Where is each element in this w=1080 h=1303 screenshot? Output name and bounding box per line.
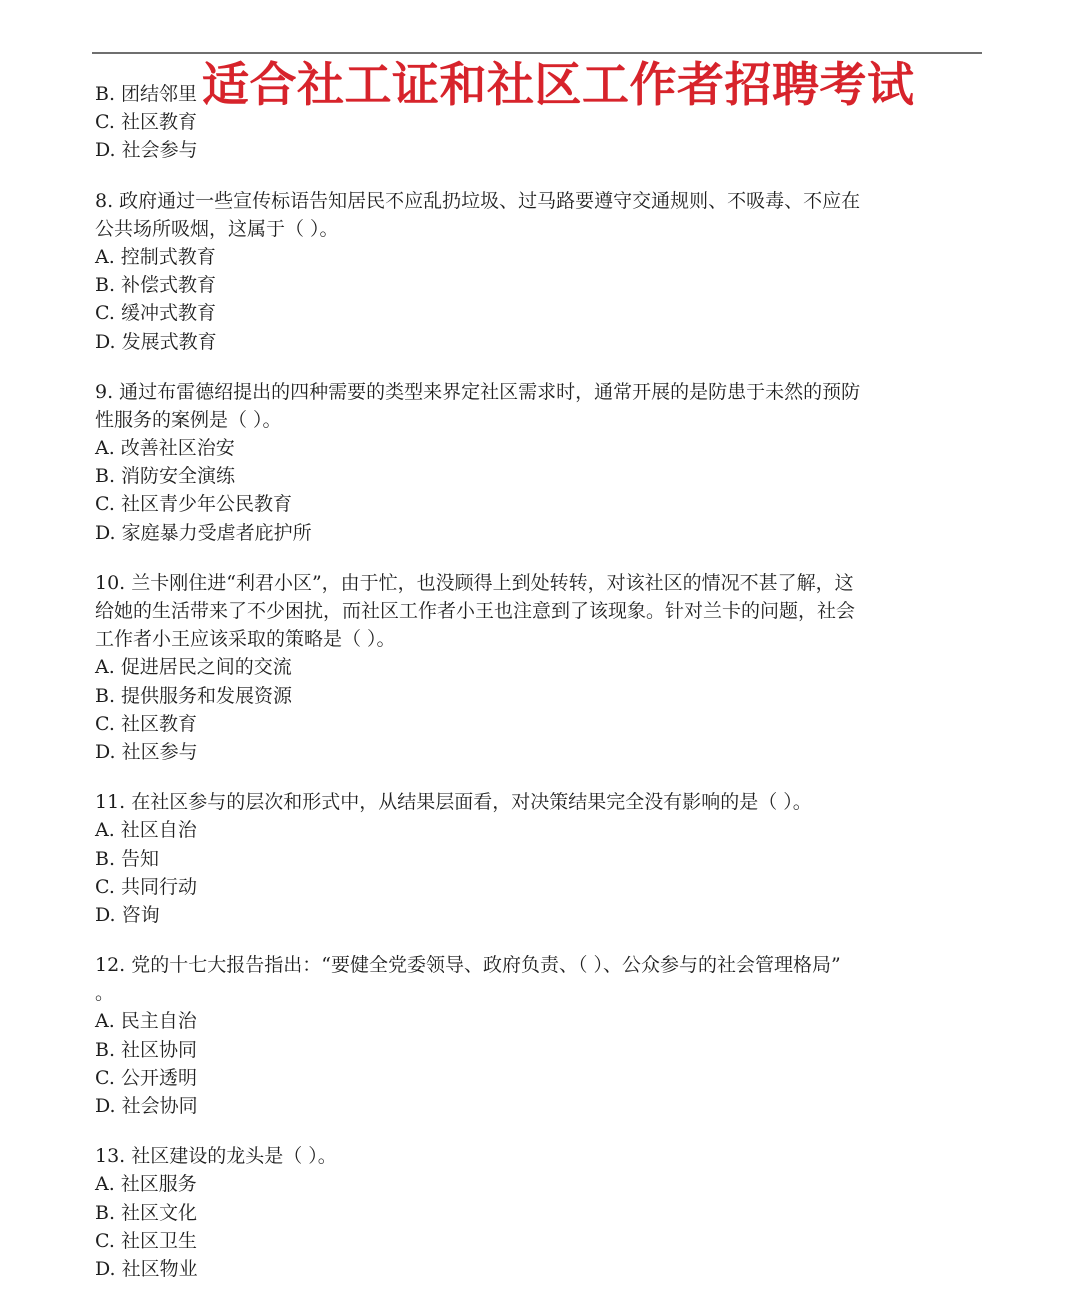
question-stem: 。 <box>95 982 115 1005</box>
option-d: D. 咨询 <box>95 903 160 926</box>
option-b: B. 补偿式教育 <box>95 274 217 297</box>
option-d: D. 社区物业 <box>95 1257 198 1280</box>
option-c: C. 社区卫生 <box>95 1229 197 1252</box>
option-a: A. 社区自治 <box>95 819 197 842</box>
option-c: C. 公开透明 <box>95 1066 197 1089</box>
option-d: D. 家庭暴力受虐者庇护所 <box>95 521 312 544</box>
question-10 <box>95 569 995 766</box>
question-11 <box>95 788 995 929</box>
banner-title: 适合社工证和社区工作者招聘考试 <box>202 58 915 113</box>
question-12 <box>95 951 995 1120</box>
option-d: D. 社区参与 <box>95 740 198 763</box>
question-stem: 10. 兰卡刚住进“利君小区”，由于忙，也没顾得上到处转转，对该社区的情况不甚了解，这 <box>95 571 854 594</box>
question-stem: 工作者小王应该采取的策略是（ ）。 <box>95 628 396 651</box>
option-c: C. 社区青少年公民教育 <box>95 493 292 516</box>
question-stem: 给她的生活带来了不少困扰，而社区工作者小王也注意到了该现象。针对兰卡的问题，社会 <box>95 600 856 622</box>
option-c: C. 社区教育 <box>95 111 197 134</box>
question-stem: 13. 社区建设的龙头是（ ）。 <box>95 1145 337 1168</box>
question-stem: 公共场所吸烟，这属于（ ）。 <box>95 217 339 240</box>
question-13 <box>95 1142 995 1283</box>
question-stem: 8. 政府通过一些宣传标语告知居民不应乱扔垃圾、过马路要遵守交通规则、不吸毒、不应在 <box>95 189 861 212</box>
option-b: B. 提供服务和发展资源 <box>95 684 293 707</box>
question-stem: 11. 在社区参与的层次和形式中，从结果层面看，对决策结果完全没有影响的是（ ）。 <box>95 791 812 814</box>
option-a: A. 改善社区治安 <box>95 437 235 460</box>
option-b: B. 消防安全演练 <box>95 465 236 488</box>
option-b: B. 社区协同 <box>95 1038 198 1061</box>
option-b: B. 社区文化 <box>95 1201 198 1224</box>
option-a: A. 民主自治 <box>95 1010 197 1033</box>
option-b: B. 团结邻里 <box>95 83 198 105</box>
option-d: D. 发展式教育 <box>95 330 217 353</box>
question-stem: 12. 党的十七大报告指出：“要健全党委领导、政府负责、（ ）、公众参与的社会管理格局” <box>95 954 841 977</box>
question-stem: 性服务的案例是（ ）。 <box>95 408 282 431</box>
question-8 <box>95 187 995 356</box>
option-a: A. 控制式教育 <box>95 245 216 268</box>
exam-content <box>95 80 995 1283</box>
option-d: D. 社会协同 <box>95 1095 198 1117</box>
option-c: C. 缓冲式教育 <box>95 302 216 325</box>
option-b: B. 告知 <box>95 847 160 870</box>
option-d: D. 社会参与 <box>95 139 198 162</box>
top-rule <box>92 52 982 54</box>
option-a: A. 社区服务 <box>95 1173 197 1196</box>
option-c: C. 社区教育 <box>95 712 197 735</box>
question-stem: 9. 通过布雷德绍提出的四种需要的类型来界定社区需求时，通常开展的是防患于未然的预防 <box>95 380 861 403</box>
question-9 <box>95 378 995 547</box>
option-a: A. 促进居民之间的交流 <box>95 656 292 679</box>
option-c: C. 共同行动 <box>95 875 197 898</box>
